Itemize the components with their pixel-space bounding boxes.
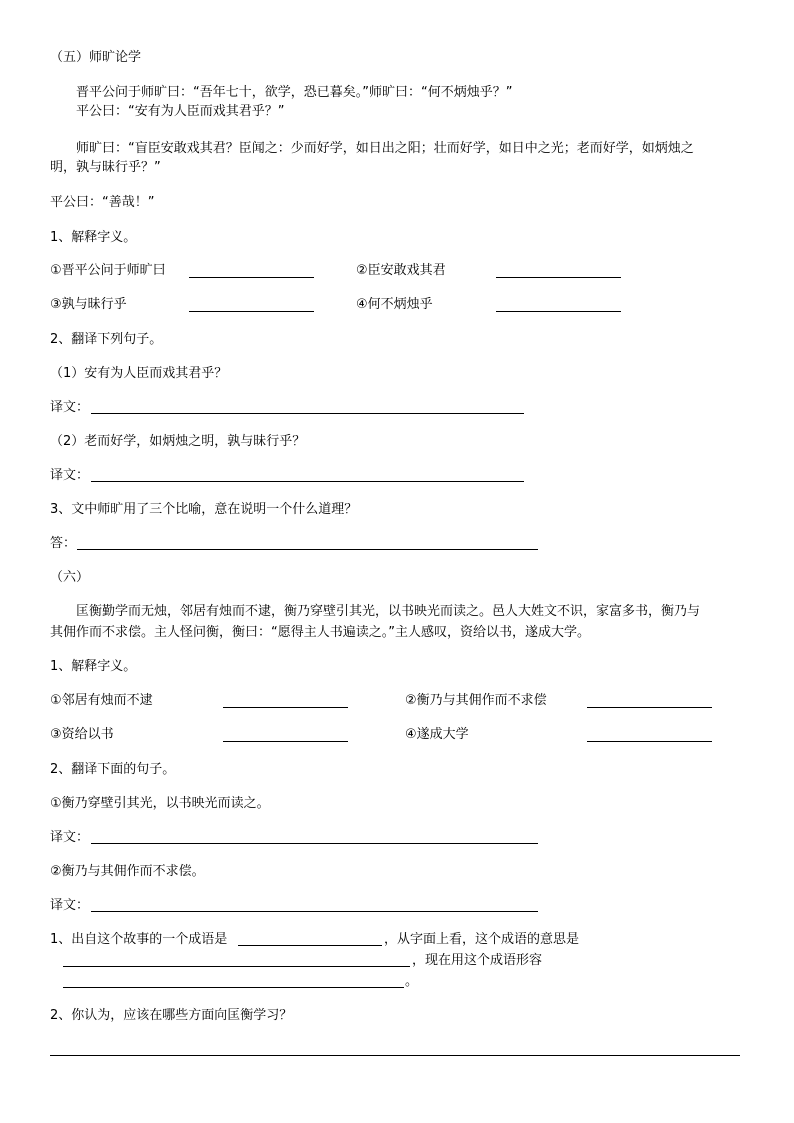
s6-q3-idiom-blank[interactable]	[238, 945, 382, 946]
s6-q1-item2-blank[interactable]	[587, 707, 712, 708]
section6-title: （六）	[50, 570, 90, 585]
s5-q1-item4: ④何不炳烛乎	[356, 297, 433, 312]
s5-q1-item2: ②臣安敢戏其君	[356, 263, 446, 278]
s6-question3-end: 。	[405, 974, 419, 989]
s5-q3-answer-blank[interactable]	[77, 549, 538, 550]
s6-q3-usage-blank[interactable]	[63, 987, 404, 988]
s6-question3-part2: ，从字面上看，这个成语的意思是	[384, 932, 580, 947]
s6-q2-sentence1: ①衡乃穿壁引其光，以书映光而读之。	[50, 796, 270, 811]
section5-title: （五）师旷论学	[50, 50, 142, 65]
s5-q2-sentence1: （1）安有为人臣而戏其君乎？	[50, 366, 228, 381]
s6-q2-trans2-blank[interactable]	[91, 911, 538, 912]
s5-question1: 1、解释字义。	[50, 230, 137, 245]
s5-para3-line1: 师旷曰：“盲臣安敢戏其君？臣闻之：少而好学，如日出之阳；壮而好学，如日中之光；老而好学，如炳烛之	[76, 141, 694, 156]
s6-q2-sentence2: ②衡乃与其佣作而不求偿。	[50, 864, 205, 879]
s6-question3-part1: 1、出自这个故事的一个成语是	[50, 932, 228, 947]
s6-question1: 1、解释字义。	[50, 659, 137, 674]
s5-q2-trans2-blank[interactable]	[91, 481, 524, 482]
s5-q1-item1: ①晋平公问于师旷曰	[50, 263, 166, 278]
s5-q2-trans1-label: 译文：	[50, 400, 90, 415]
s5-q2-trans2-label: 译文：	[50, 468, 90, 483]
s6-q1-item2: ②衡乃与其佣作而不求偿	[405, 693, 547, 708]
s6-q1-item3: ③资给以书	[50, 727, 114, 742]
s6-para1-line1: 匡衡勤学而无烛，邻居有烛而不逮，衡乃穿壁引其光，以书映光而读之。邑人大姓文不识，家富多书，衡乃与	[76, 604, 701, 619]
s5-q1-item1-blank[interactable]	[189, 277, 314, 278]
s5-para1: 晋平公问于师旷曰：“吾年七十，欲学，恐已暮矣。”师旷曰：“何不炳烛乎？”	[76, 85, 513, 100]
s5-question2: 2、翻译下列句子。	[50, 332, 163, 347]
s6-question4: 2、你认为，应该在哪些方面向匡衡学习？	[50, 1008, 293, 1023]
s6-q1-item1-blank[interactable]	[223, 707, 348, 708]
s5-question3: 3、文中师旷用了三个比喻，意在说明一个什么道理？	[50, 502, 358, 517]
s5-q1-item2-blank[interactable]	[496, 277, 621, 278]
s6-q1-item3-blank[interactable]	[223, 741, 348, 742]
s5-para2: 平公曰：“安有为人臣而戏其君乎？”	[76, 104, 285, 119]
s5-q3-answer-label: 答：	[50, 536, 77, 551]
s5-para4: 平公曰：“善哉！”	[50, 195, 155, 210]
s5-q1-item4-blank[interactable]	[496, 311, 621, 312]
s5-q1-item3: ③孰与昧行乎	[50, 297, 127, 312]
s6-q3-meaning-blank[interactable]	[63, 966, 410, 967]
s6-q2-trans2-label: 译文：	[50, 898, 90, 913]
s6-question3-part3: ，现在用这个成语形容	[412, 953, 543, 968]
s6-q2-trans1-blank[interactable]	[91, 843, 538, 844]
s6-q1-item4-blank[interactable]	[587, 741, 712, 742]
s5-para3-line2: 明，孰与昧行乎？”	[50, 160, 161, 175]
s5-q2-trans1-blank[interactable]	[91, 413, 524, 414]
s5-q1-item3-blank[interactable]	[189, 311, 314, 312]
s6-q4-answer-blank[interactable]	[50, 1055, 740, 1056]
s6-question2: 2、翻译下面的句子。	[50, 762, 176, 777]
s6-q1-item1: ①邻居有烛而不逮	[50, 693, 153, 708]
s6-para1-line2: 其佣作而不求偿。主人怪问衡，衡曰：“愿得主人书遍读之。”主人感叹，资给以书，遂成大学。	[50, 625, 590, 640]
s6-q2-trans1-label: 译文：	[50, 830, 90, 845]
s5-q2-sentence2: （2）老而好学，如炳烛之明，孰与昧行乎？	[50, 434, 306, 449]
s6-q1-item4: ④遂成大学	[405, 727, 469, 742]
